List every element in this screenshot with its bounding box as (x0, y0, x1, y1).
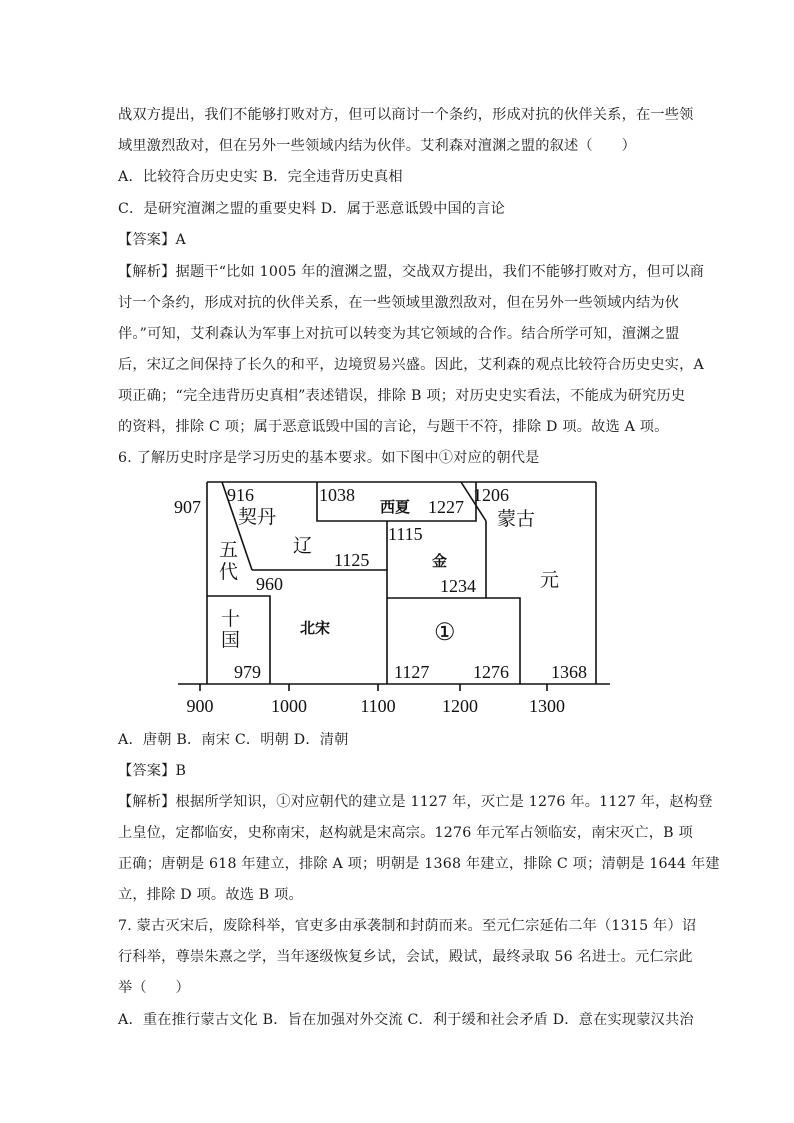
q5-answer: 【答案】A (118, 232, 186, 248)
year-1115: 1115 (388, 524, 423, 544)
q5-stem-line1: 战双方提出，我们不能够打败对方，但可以商讨一个条约，形成对抗的伙伴关系，在一些领 (118, 107, 694, 123)
q6-analysis-line: 立，排除 D 项。故选 B 项。 (118, 887, 303, 903)
label-qidan: 契丹 (238, 507, 277, 528)
year-1206: 1206 (473, 485, 509, 505)
year-1227: 1227 (428, 497, 464, 517)
label-liao: 辽 (293, 536, 313, 557)
year-907: 907 (174, 497, 201, 517)
label-wu: 五 (219, 540, 239, 561)
q5-analysis-line: 讨一个条约，形成对抗的伙伴关系，在一些领域里激烈敌对，但在另外一些领域内结为伙 (118, 295, 680, 311)
q5-options-line1: A．比较符合历史史实 B．完全违背历史真相 (118, 169, 403, 185)
x-axis-tick-label: 900 (186, 696, 214, 716)
q5-analysis-line: 后，宋辽之间保持了长久的和平，边境贸易兴盛。因此，艾利森的观点比较符合历史史实，A (118, 357, 704, 373)
q5-stem-line2: 域里激烈敌对，但在另外一些领域内结为伙伴。艾利森对澶渊之盟的叙述（ ） (118, 138, 636, 154)
year-979: 979 (234, 662, 261, 682)
year-916: 916 (227, 485, 254, 505)
label-yuan: 元 (540, 570, 560, 591)
x-axis-tick-label: 1200 (442, 696, 478, 716)
label-shi: 十 (221, 609, 241, 630)
q6-analysis-line: 正确；唐朝是 618 年建立，排除 A 项；明朝是 1368 年建立，排除 C 项；清朝是 1644 年建 (118, 856, 720, 872)
q5-analysis-line: 【解析】据题干“比如 1005 年的澶渊之盟，交战双方提出，我们不能够打败对方，但可以商 (118, 264, 705, 280)
year-1234: 1234 (440, 576, 476, 596)
q7-stem-line3: 举（ ） (118, 980, 190, 996)
x-axis-tick-label: 1000 (271, 696, 307, 716)
year-1125: 1125 (334, 550, 370, 570)
label-beisong: 北宋 (300, 621, 331, 637)
year-1276: 1276 (473, 662, 509, 682)
q5-analysis-line: 伴。”可知，艾利森认为军事上对抗可以转变为其它领域的合作。结合所学可知，澶渊之盟 (118, 326, 680, 342)
q6-analysis-line: 【解析】根据所学知识，①对应朝代的建立是 1127 年，灭亡是 1276 年。1127 年，赵构登 (118, 794, 713, 810)
x-axis-tick-label: 1300 (529, 696, 565, 716)
x-axis-tick-label: 1100 (360, 696, 396, 716)
label-menggu: 蒙古 (497, 509, 536, 530)
year-1368: 1368 (551, 662, 587, 682)
q6-analysis-line: 上皇位，定都临安，史称南宋，赵构就是宋高宗。1276 年元军占领临安，南宋灭亡，B 项 (118, 825, 693, 841)
year-1127: 1127 (394, 662, 430, 682)
q5-options-line2: C．是研究澶渊之盟的重要史料 D．属于恶意诋毁中国的言论 (118, 201, 506, 217)
label-xixia: 西夏 (380, 500, 411, 516)
q6-stem: 6. 了解历史时序是学习历史的基本要求。如下图中①对应的朝代是 (118, 450, 540, 466)
q5-analysis-line: 项正确；“完全违背历史真相”表述错误，排除 B 项；对历史史实看法，不能成为研究历史 (118, 388, 686, 404)
q5-analysis-line: 的资料，排除 C 项；属于恶意诋毁中国的言论，与题干不符，排除 D 项。故选 A 项。 (118, 419, 669, 435)
year-960: 960 (256, 574, 283, 594)
q7-stem-line2: 行科举，尊崇朱熹之学，当年逐级恢复乡试，会试，殿试，最终录取 56 名进士。元仁宗此 (118, 949, 693, 965)
label-dai: 代 (219, 562, 239, 583)
label-guo: 国 (221, 630, 241, 651)
year-1038: 1038 (319, 485, 355, 505)
q6-options: A．唐朝 B．南宋 C．明朝 D．清朝 (118, 732, 349, 748)
label-marker-1: ① (434, 620, 456, 646)
label-jin: 金 (432, 554, 448, 570)
q7-stem-line1: 7. 蒙古灭宋后，废除科举，官吏多由承袭制和封荫而来。至元仁宗延佑二年（1315 年）诏 (118, 918, 697, 934)
q7-options: A．重在推行蒙古文化 B．旨在加强对外交流 C．利于缓和社会矛盾 D．意在实现蒙汉共治 (118, 1012, 694, 1028)
q6-answer: 【答案】B (118, 763, 187, 779)
dynasty-timeline-diagram (160, 470, 620, 720)
